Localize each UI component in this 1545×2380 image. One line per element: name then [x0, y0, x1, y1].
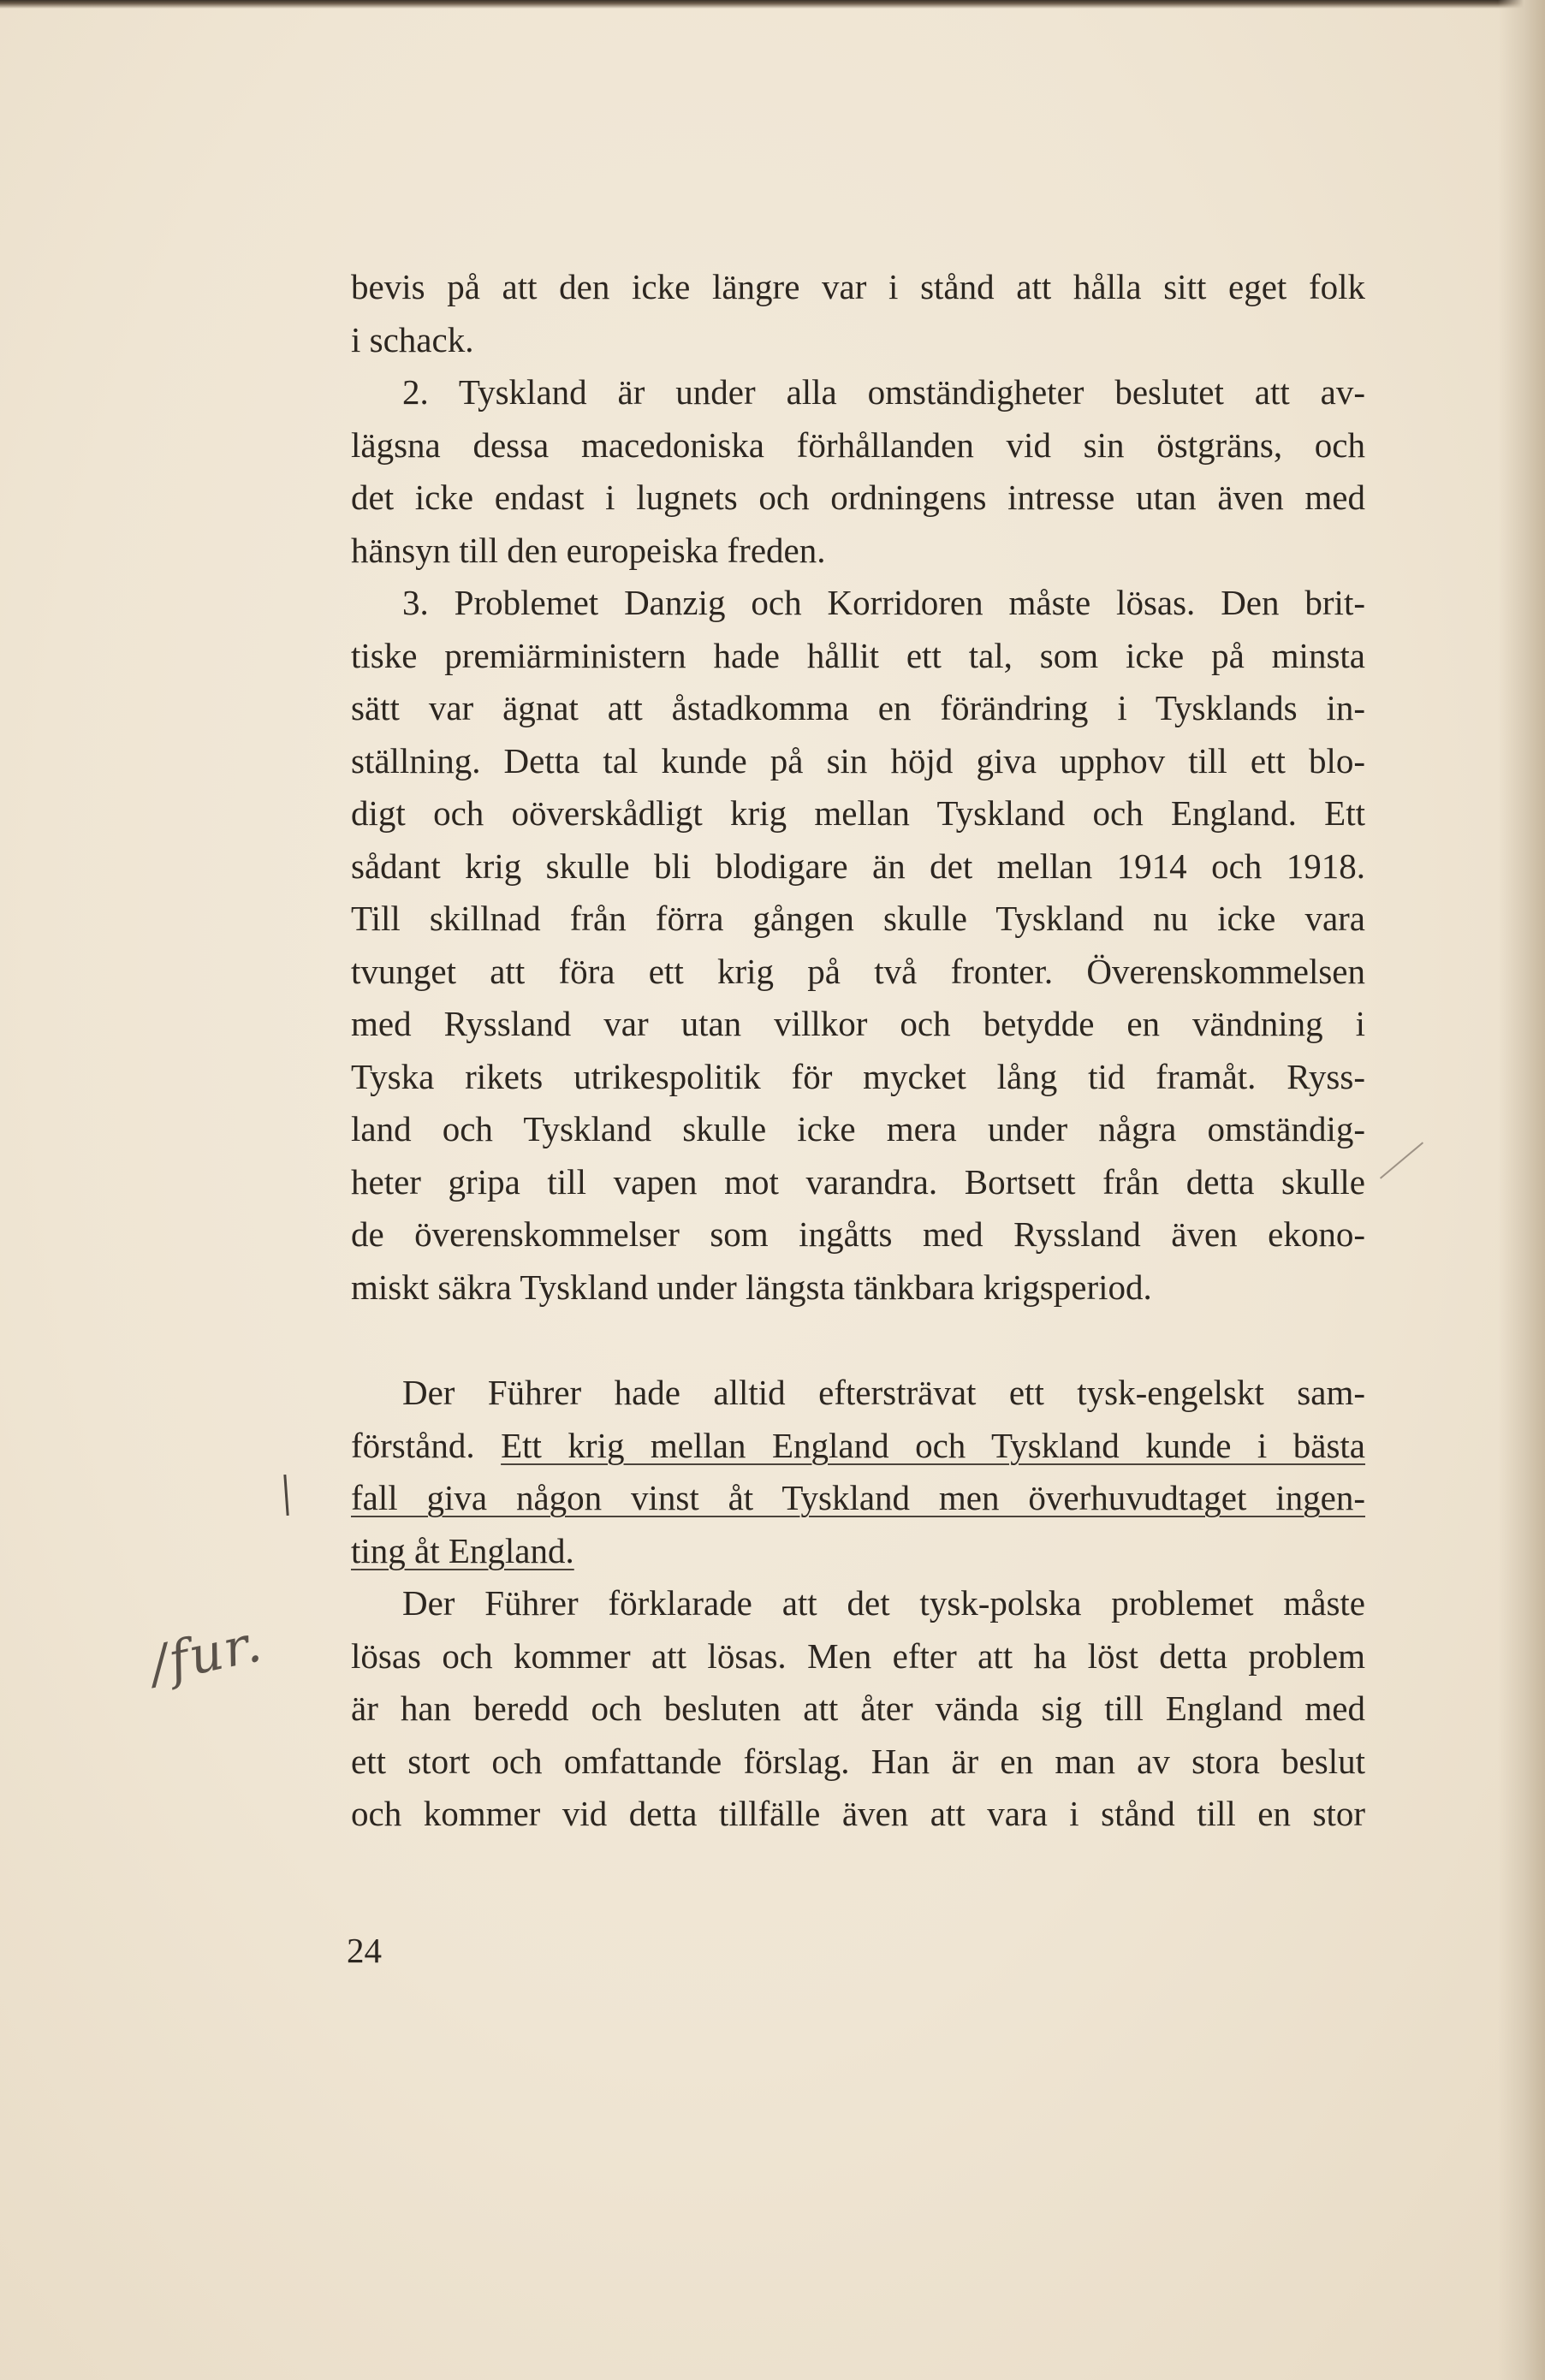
text-line: miskt säkra Tyskland under längsta tänkbara krigsperiod. [351, 1267, 1152, 1307]
underlined-text: ting åt England. [351, 1530, 574, 1570]
text-line: lägsna dessa macedoniska förhållanden vid sin östgräns, och [351, 424, 1365, 465]
text-line: de överenskommelser som ingåtts med Ryssland även ekono- [351, 1214, 1365, 1254]
text-line: sätt var ägnat att åstadkomma en förändring i Tysklands in- [351, 688, 1365, 727]
text-line: tvunget att föra ett krig på två fronter. Överenskommelsen [351, 951, 1365, 991]
body-text [351, 261, 1365, 1841]
text-line: sådant krig skulle bli blodigare än det mellan 1914 och 1918. [351, 846, 1365, 886]
text-line: lösas och kommer att lösas. Men efter att ha löst detta problem [351, 1635, 1365, 1676]
margin-mark-line [283, 1475, 288, 1516]
text-line: Tyska rikets utrikespolitik för mycket lång tid framåt. Ryss- [351, 1056, 1365, 1096]
text-line-wrapper [351, 1525, 1365, 1578]
text-line: ställning. Detta tal kunde på sin höjd giva upphov till ett blo- [351, 740, 1365, 780]
page-top-shadow [0, 0, 1545, 9]
text-line: 3. Problemet Danzig och Korridoren måste lösas. Den brit- [402, 583, 1365, 622]
underlined-text: Ett krig mellan England och Tyskland kunde i bästa [501, 1425, 1366, 1465]
text-line: hänsyn till den europeiska freden. [351, 530, 826, 570]
text-line: land och Tyskland skulle icke mera under några omständig- [351, 1109, 1365, 1148]
paragraph-gap [351, 1314, 1365, 1367]
text-line: bevis på att den icke längre var i stånd att hålla sitt eget folk [351, 267, 1365, 306]
pencil-mark [1380, 1142, 1423, 1178]
text-fragment: förstånd. [351, 1425, 475, 1465]
text-line: är han beredd och besluten att åter vända sig till England med [351, 1689, 1365, 1728]
underlined-text: fall giva någon vinst åt Tyskland men överhuvudtaget ingen- [351, 1478, 1365, 1517]
text-line: digt och oöverskådligt krig mellan Tyskland och England. Ett [351, 793, 1365, 833]
text-line: i schack. [351, 319, 474, 359]
text-line: 2. Tyskland är under alla omständigheter beslutet att av- [402, 372, 1365, 412]
text-line-mixed [351, 1420, 1365, 1473]
handwritten-margin-note: /fur. [145, 1613, 269, 1695]
text-line: Der Führer hade alltid eftersträvat ett tysk-engelskt sam- [402, 1373, 1365, 1412]
text-line: heter gripa till vapen mot varandra. Bortsett från detta skulle [351, 1161, 1365, 1202]
page-number: 24 [347, 1931, 382, 1970]
text-line: med Ryssland var utan villkor och betydde en vändning i [351, 1004, 1365, 1043]
page-right-edge [1498, 0, 1545, 2380]
text-line: och kommer vid detta tillfälle även att vara i stånd till en stor [351, 1794, 1365, 1833]
text-line: Till skillnad från förra gången skulle Tyskland nu icke vara [351, 899, 1365, 938]
text-line: ett stort och omfattande förslag. Han är en man av stora beslut [351, 1741, 1365, 1781]
text-line: tiske premiärministern hade hållit ett tal, som icke på minsta [351, 635, 1365, 675]
text-line: det icke endast i lugnets och ordningens intresse utan även med [351, 478, 1365, 517]
text-line: Der Führer förklarade att det tysk-polska problemet måste [402, 1583, 1365, 1623]
